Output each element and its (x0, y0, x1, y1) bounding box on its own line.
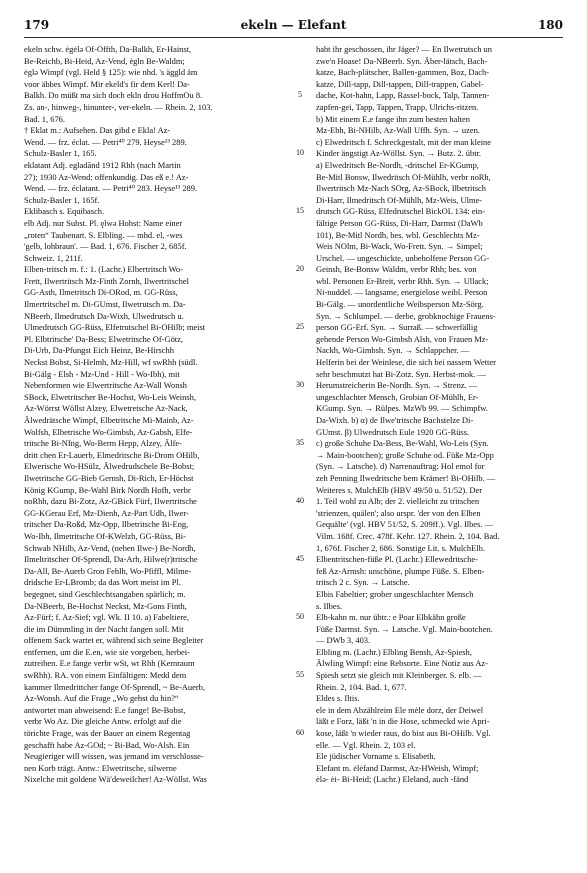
text-line: Be-Reichb, Bi-Heid, Az-Vend, ėgln Be-Waldm; (24, 55, 185, 66)
text-line: wbl. Personen Er-Breit, verbr Rhh. Syn. → Ullack; (316, 275, 489, 286)
page-number-left: 179 (24, 18, 50, 32)
text-line: entfernen, um die E.en, wie sie vorgeben, herbei- (24, 646, 190, 657)
text-line: Weis NOlm, Bi-Wack, Wo-Frett. Syn. → Simpel; (316, 241, 483, 252)
text-line: Elbis Fabeltier; grober ungeschlachter Mensch (316, 588, 474, 599)
text-line: begegnet, sind Geschlechtsangaben spärlich; m. (24, 588, 186, 599)
text-line: 27); 1930 Az-Wend: offenkundig. Das eß e.! Az- (24, 171, 189, 182)
text-line: törichte Frage, was der Bauer an einem Regentag (24, 728, 191, 739)
text-line: Eldes s. Iltis. (316, 693, 360, 704)
text-line: Herumstreicherin Be-Nordh. Syn. → Strenz. — (316, 380, 478, 391)
text-line: ėglə Wimpf (vgl. Held § 125): wie nhd. 's äggld äm (24, 67, 198, 78)
text-line: dridsche Er-LBromb; da das Wort meist im Pl. (24, 577, 181, 588)
text-line: Az-Wonsh. Auf die Frage „Wo gehst du hin?“ (24, 693, 179, 704)
text-line: Mz-Ebh, Bi-NHilb, Az-Wall Uffh. Syn. → uzen. (316, 125, 480, 136)
text-line: Spiesh setzt sie gleich mit Kleinberger. S. elb. — (316, 670, 482, 681)
text-line: Elben-tritsch m. f.: 1. (Lachr.) Elbertritsch Wo- (24, 264, 183, 275)
line-number: 30 (296, 380, 304, 390)
text-line: „roten“ Taubenart. S. Elbling. — mhd. el, -wes (24, 229, 183, 240)
text-line: feß Az-Armsh: unschöne, plumpe Füße. S. Elben- (316, 565, 485, 576)
text-line: Ele jüdischer Vorname s. Elisabeth. (316, 751, 436, 762)
text-line: zapfen-gei, Tapp, Tappen, Trapp, Ulrichs-ritzen. (316, 101, 479, 112)
line-number: 10 (296, 148, 304, 158)
text-line: verbr Wo Az. Die gleiche Antw. erfolgt auf die (24, 716, 182, 727)
text-line: die im Dümmling in der Nacht fangen soll. Mit (24, 623, 184, 634)
left-column (24, 44, 286, 786)
text-line: ungeschlachter Mensch, Grobian Of-Mühlh, Er- (316, 391, 479, 402)
text-line: Nackh, Wo-Gimbsh. Syn. → Schlappcher. — (316, 345, 470, 356)
text-line: katze, Dill-tapp, Dill-tappen, Dill-trappen, Gabel- (316, 78, 484, 89)
text-line: Bad. 1, 676. (24, 113, 66, 124)
text-line: Elb-kahn m. nur übtr.: e Poar Elbkähn große (316, 612, 466, 623)
text-line: tritsche Bi-NIng, Wo-Berm Hepp, Alzey, Älfe- (24, 438, 182, 449)
text-line: elb Adj. nur Subst. Pl. ęlwə Hohst: Name einer (24, 217, 183, 228)
text-line: nen Korb trägt. Antw.: Elwetritsche, silwerne (24, 762, 177, 773)
text-line: Elbling m. (Lachr.) Elbling Bensh, Az-Spiesh, (316, 646, 472, 657)
text-line: Schulz-Basler 1, 165. (24, 148, 97, 159)
line-number: 50 (296, 612, 304, 622)
text-line: Älwedrätsche Wimpf, Elbetritsche Mi-Mainb, Az- (24, 415, 194, 425)
text-line: Wend. — frz. éclat. — Petri⁴⁰ 279. Heyse¹³ 289. (24, 136, 187, 147)
text-line: tritscher Da-Roßd, Mz-Opp, Ilbetritsche Bi-Eng, (24, 519, 189, 530)
text-line: 101), Be-Mitl Nordh, bes. wbl. Geschlechts Mz- (316, 229, 480, 240)
line-number: 5 (298, 90, 302, 100)
text-line: Neckst Bobst, Si-Helmh, Mz-Hill, wf swRhh (südl. (24, 357, 198, 368)
text-line: Vilm. 168f. Crec. 478f. Kehr. 127. Rhein. 2, 104. Bad. (316, 530, 500, 541)
text-line: Syn. → Schlumpel. — derbe, grobknochige Frauens- (316, 310, 496, 321)
text-line: — DWb 3, 403. (316, 635, 371, 646)
line-number: 55 (296, 670, 304, 680)
text-line: Ilwetritsche GG-Bieb Gernsh, Di-Rich, Er-Höchst (24, 472, 194, 483)
text-line: Gequälte' (vgl. HBV 51/52, S. 209ff.). Vgl. Ilbes. — (316, 519, 494, 530)
text-line: ėlə- ėi- Bi-Heid; (Lachr.) Eleland, auch -fänd (316, 774, 469, 785)
text-line: KGump. Syn. → Rülpes. MzWb 99. — Schimpfw. (316, 403, 488, 414)
text-line: Urschel. — ungeschickte, unbeholfene Person GG- (316, 252, 490, 263)
text-line: gehende Person Wo-Gimbsh Alsh, von Frauen Mz- (316, 333, 489, 344)
text-line: (Syn. → Latsche). d) Narrenauftrag: Hol emol for (316, 461, 485, 472)
line-number: 20 (296, 264, 304, 274)
text-line: antwortet man abweisend: E.e fange! Be-Bobst, (24, 704, 186, 715)
text-line: Ilwertritsch Mz-Nach SOrg, Az-SBock, Ilbetritsch (316, 183, 486, 194)
text-line: König KGump, Be-Wahl Birk Nordh Hofh, verbr (24, 484, 191, 495)
text-line: Zs. an-, hinweg-, hinunter-, ver-ekeln. — Rhein. 2, 103. (24, 101, 213, 112)
text-line: Wo-Ibh, Ilmetritsche Of-KWelzh, GG-Rüss, Bi- (24, 530, 186, 541)
text-line: Schwab NHilb, Az-Vend, (neben Ilwe-) Be-Nordh, (24, 542, 196, 553)
text-line: Elefant m. ėlėfand Darmst, Az-HWeish, Wimpf; (316, 762, 479, 773)
text-line: Eklibasch s. Equibasch. (24, 206, 105, 217)
text-line: Bi-Gälg. — unordentliche Weibsperson Mz-Sörg. (316, 299, 484, 310)
text-line: kose, läßt 'n wieder raus, do bist aus Bi-OHilb. Vgl. (316, 728, 491, 739)
text-line: fältige Person GG-Rüss, Di-Harr, Darmst (DaWb (316, 217, 483, 228)
text-line: Ulmedrutsch GG-Rüss, Elfetrutschel Bi-OHilb; meist (24, 322, 206, 333)
text-line: elle. — Vgl. Rhein. 2, 103 el. (316, 739, 416, 750)
text-line: Kinder ängstigt Az-Wöllst. Syn. → Butz. 2. übtr. (316, 148, 481, 159)
header-rule (24, 37, 563, 38)
text-line: noRhh, dazu Bi-Zotz, Az-GBick Fürf, Ilwertritsche (24, 496, 197, 507)
text-line: offenem Sack wartet er, während sich seine Begleiter (24, 635, 204, 646)
running-header (24, 18, 563, 34)
text-line: 1. Teil wohl zu Alb; der 2. vielleicht zu tritschen (316, 496, 480, 507)
text-line: habt ihr geschossen, ihr Jäger? — En Ilwetrutsch un (316, 44, 492, 54)
line-number: 40 (296, 496, 304, 506)
text-line: Frett, Ilwertritsch Mz-Finth Zornh, Ilwertritschel (24, 275, 189, 286)
text-line: Schulz-Basler 1, 165f. (24, 194, 100, 205)
text-line: geschafft habe Az-GOd; ~ Bi-Bad, Wo-Alsh. Ein (24, 739, 190, 750)
page-number-right: 180 (537, 18, 563, 32)
text-line: Bi-Gälg - Elsh - Mz-Und - Hill - Wo-Ibh), mit (24, 368, 180, 379)
line-number: 25 (296, 322, 304, 332)
text-line: Füße Darmst. Syn. → Latsche. Vgl. Main-bootchen. (316, 623, 493, 634)
text-line: zeh Penning Ilwedritsche bem Krämer! Bi-OHilb. — (316, 472, 496, 483)
text-line: c) Elwedritsch f. Schreckgestalt, mit der man kleine (316, 136, 492, 147)
text-line: katze, Bach-plätscher, Ballen-gammen, Boz, Dach- (316, 67, 490, 78)
text-line: a) Elwedritsch Be-Nordh, -dritschel Er-KGump, (316, 159, 479, 170)
text-line: Schweiz. 1, 211f. (24, 252, 83, 263)
text-line: GG-KGerau Erf, Mz-Dienh, Az-Part Udh, Ilwer- (24, 507, 189, 518)
text-line: Weiteres s. MulchElb (HBV 49/50 u. 51/52). Der (316, 484, 483, 495)
text-line: drutsch GG-Rüss, Elfedrutschel BickOL 134: ein- (316, 206, 485, 217)
right-column (316, 44, 578, 786)
text-line: Da-All, Be-Auerb Gron Fehlh, Wo-Pfiffl, Milme- (24, 565, 192, 576)
text-line: swRhh). RA. von einem Einfältigen: Medd dem (24, 670, 187, 681)
text-line: person GG-Erf. Syn. → Surraß. — schwerfällig (316, 322, 478, 333)
text-line: Wolfsh, Elbetrische Wo-Gimbsh, Az-Gabsh, Elfe- (24, 426, 193, 437)
text-line: Az-Fürf; f. Az-Sief; vgl. Wk. II 10. a) Fabeltiere, (24, 612, 190, 623)
text-line: Pl. Elbtritsche' Da-Bess; Elwetritsche Of-Götz, (24, 333, 183, 344)
text-line: Älwling Wimpf: eine Rebsorte. Eine Notiz aus Az- (316, 658, 488, 669)
text-line: Ni-nuddel. — langsame, energielose weibl. Person (316, 287, 488, 298)
text-line: s. Ilbes. (316, 600, 343, 611)
text-line: ekeln schw. ėgėlə Of-Offth, Da-Balkh, Er-Hainst, (24, 44, 192, 54)
text-line: 'strienzen, quälen'; also urspr. 'der von den Elben (316, 507, 481, 518)
text-line: dritt chen Er-Lauerb, Elmedritsche Bi-Drom OHilb, (24, 449, 200, 460)
text-line: Ilmertritschel m. Di-GUmst, Ilwetrutsch m. Da- (24, 299, 186, 310)
text-line: SBock, Elwetritscher Be-Hochst, Wo-Leis Weinsh, (24, 391, 196, 402)
line-number: 45 (296, 554, 304, 564)
text-line: GG-Asth, Ilmetritsch Di-ORod, m. GG-Rüss, (24, 287, 178, 298)
text-line: Nixelche mit goldene Wä'deweilcher! Az-Wöllst. Was (24, 774, 207, 785)
text-line: Ilmeltritscher Of-Sprendl, Da-Arh, Hilwe(r)tritsche (24, 554, 198, 565)
text-line: kammer Ilmedrittcher fange Of-Sprendl, ~ Be-Auerb, (24, 681, 205, 692)
text-line: † Eklat m.: Aufsehen. Das gibd e Ekla! Az- (24, 125, 171, 136)
text-line: Az-Wörrst Wöllst Alzey, Elwetretsche Az-Nack, (24, 403, 188, 414)
text-line: Helferin bei der Weinlese, die sich bei nassem Wetter (316, 357, 496, 368)
text-line: läßt e Forz, läßt 'n in die Hose, schmeckd wie Apri- (316, 716, 490, 727)
text-line: 'gelb, lohbraun'. — Bad. 1, 676. Fischer 2, 685f. (24, 241, 187, 252)
text-line: → Main-bootchen); große Schuhe od. Füße Mz-Opp (316, 449, 494, 460)
text-line: Da-NBeerb, Be-Hochst Neckst, Mz-Gons Finth, (24, 600, 187, 611)
text-line: Geinsh, Be-Bonsw Waldm, verbr Rhh; bes. von (316, 264, 477, 275)
text-line: c) große Schuhe Da-Bess, Be-Wahl, Wo-Leis (Syn. (316, 438, 489, 449)
text-line: Nebenformen wie Elwertritsche Az-Wall Wonsh (24, 380, 187, 391)
text-line: Di-Harr, Ilmedritsch Of-Mühlh, Mz-Weis, Ulme- (316, 194, 483, 205)
text-line: zwe'n Hoase! Da-NBeerb. Syn. Äber-lätsch, Bach- (316, 55, 488, 66)
text-line: ele in dem Abzählreim Ele mėle dorz, der Deiwel (316, 704, 484, 715)
line-number: 35 (296, 438, 304, 448)
header-title: ekeln — Elefant (240, 18, 347, 32)
text-line: Wend. — frz. éclatant. — Petri⁴⁰ 283. Heyse¹³ 289. (24, 183, 198, 194)
text-line: dache, Kot-hahn, Lapp, Rassel-bock, Talp, Tannen- (316, 90, 490, 101)
line-number: 15 (296, 206, 304, 216)
text-line: zutreiben. E.e fange verbr wSt, wt Rhh (Kernraum (24, 658, 195, 669)
text-line: Rhein. 2, 104. Bad. 1, 677. (316, 681, 407, 692)
text-line: 1, 676f. Fischer 2, 686. Sonstige Lit. s. MulchElb. (316, 542, 485, 553)
text-line: Be-Mitl Bonsw, Ilwedritsch Of-Mühlh, verbr noRh, (316, 171, 491, 182)
text-line: Da-Wixh. b) α) de Ilwe'tritsche Bachstelze Di- (316, 415, 474, 425)
text-line: eklatant Adj. egladānd 1912 Rhh (nach Martin (24, 159, 181, 170)
text-line: Di-Urb, Da-Pfungst Eich Heinz, Be-Hirschh (24, 345, 174, 356)
text-line: GUmst. β) Ulwedrutsch Eule 1920 GG-Rüss. (316, 426, 470, 437)
text-line: voor äbbes Wimpf. Mir ekeld's fir dem Kerl! Da- (24, 78, 190, 89)
text-line: b) Mit einem E.e fange ihn zum besten halten (316, 113, 470, 124)
text-line: sehr beschmutzt hat Bi-Zotz. Syn. Herbst-mok. — (316, 368, 486, 379)
text-line: Balkh. Do müßt ma sich doch ekln drou HoffmOu 8. (24, 90, 203, 101)
text-line: Neugieriger will wissen, was jemand im verschlosse- (24, 751, 204, 762)
line-number: 60 (296, 728, 304, 738)
text-line: Elbentritschen-füße Pl. (Lachr.) Ellewedritsche- (316, 554, 478, 565)
text-line: NBeerb, Ilmedrutsch Da-Wixh, Ulwedrutsch u. (24, 310, 184, 321)
text-line: Elwerische Wo-HSülz, Älwedrudschele Be-Bobst; (24, 461, 195, 472)
text-line: tritsch 2 c. Syn. → Latsche. (316, 577, 410, 588)
